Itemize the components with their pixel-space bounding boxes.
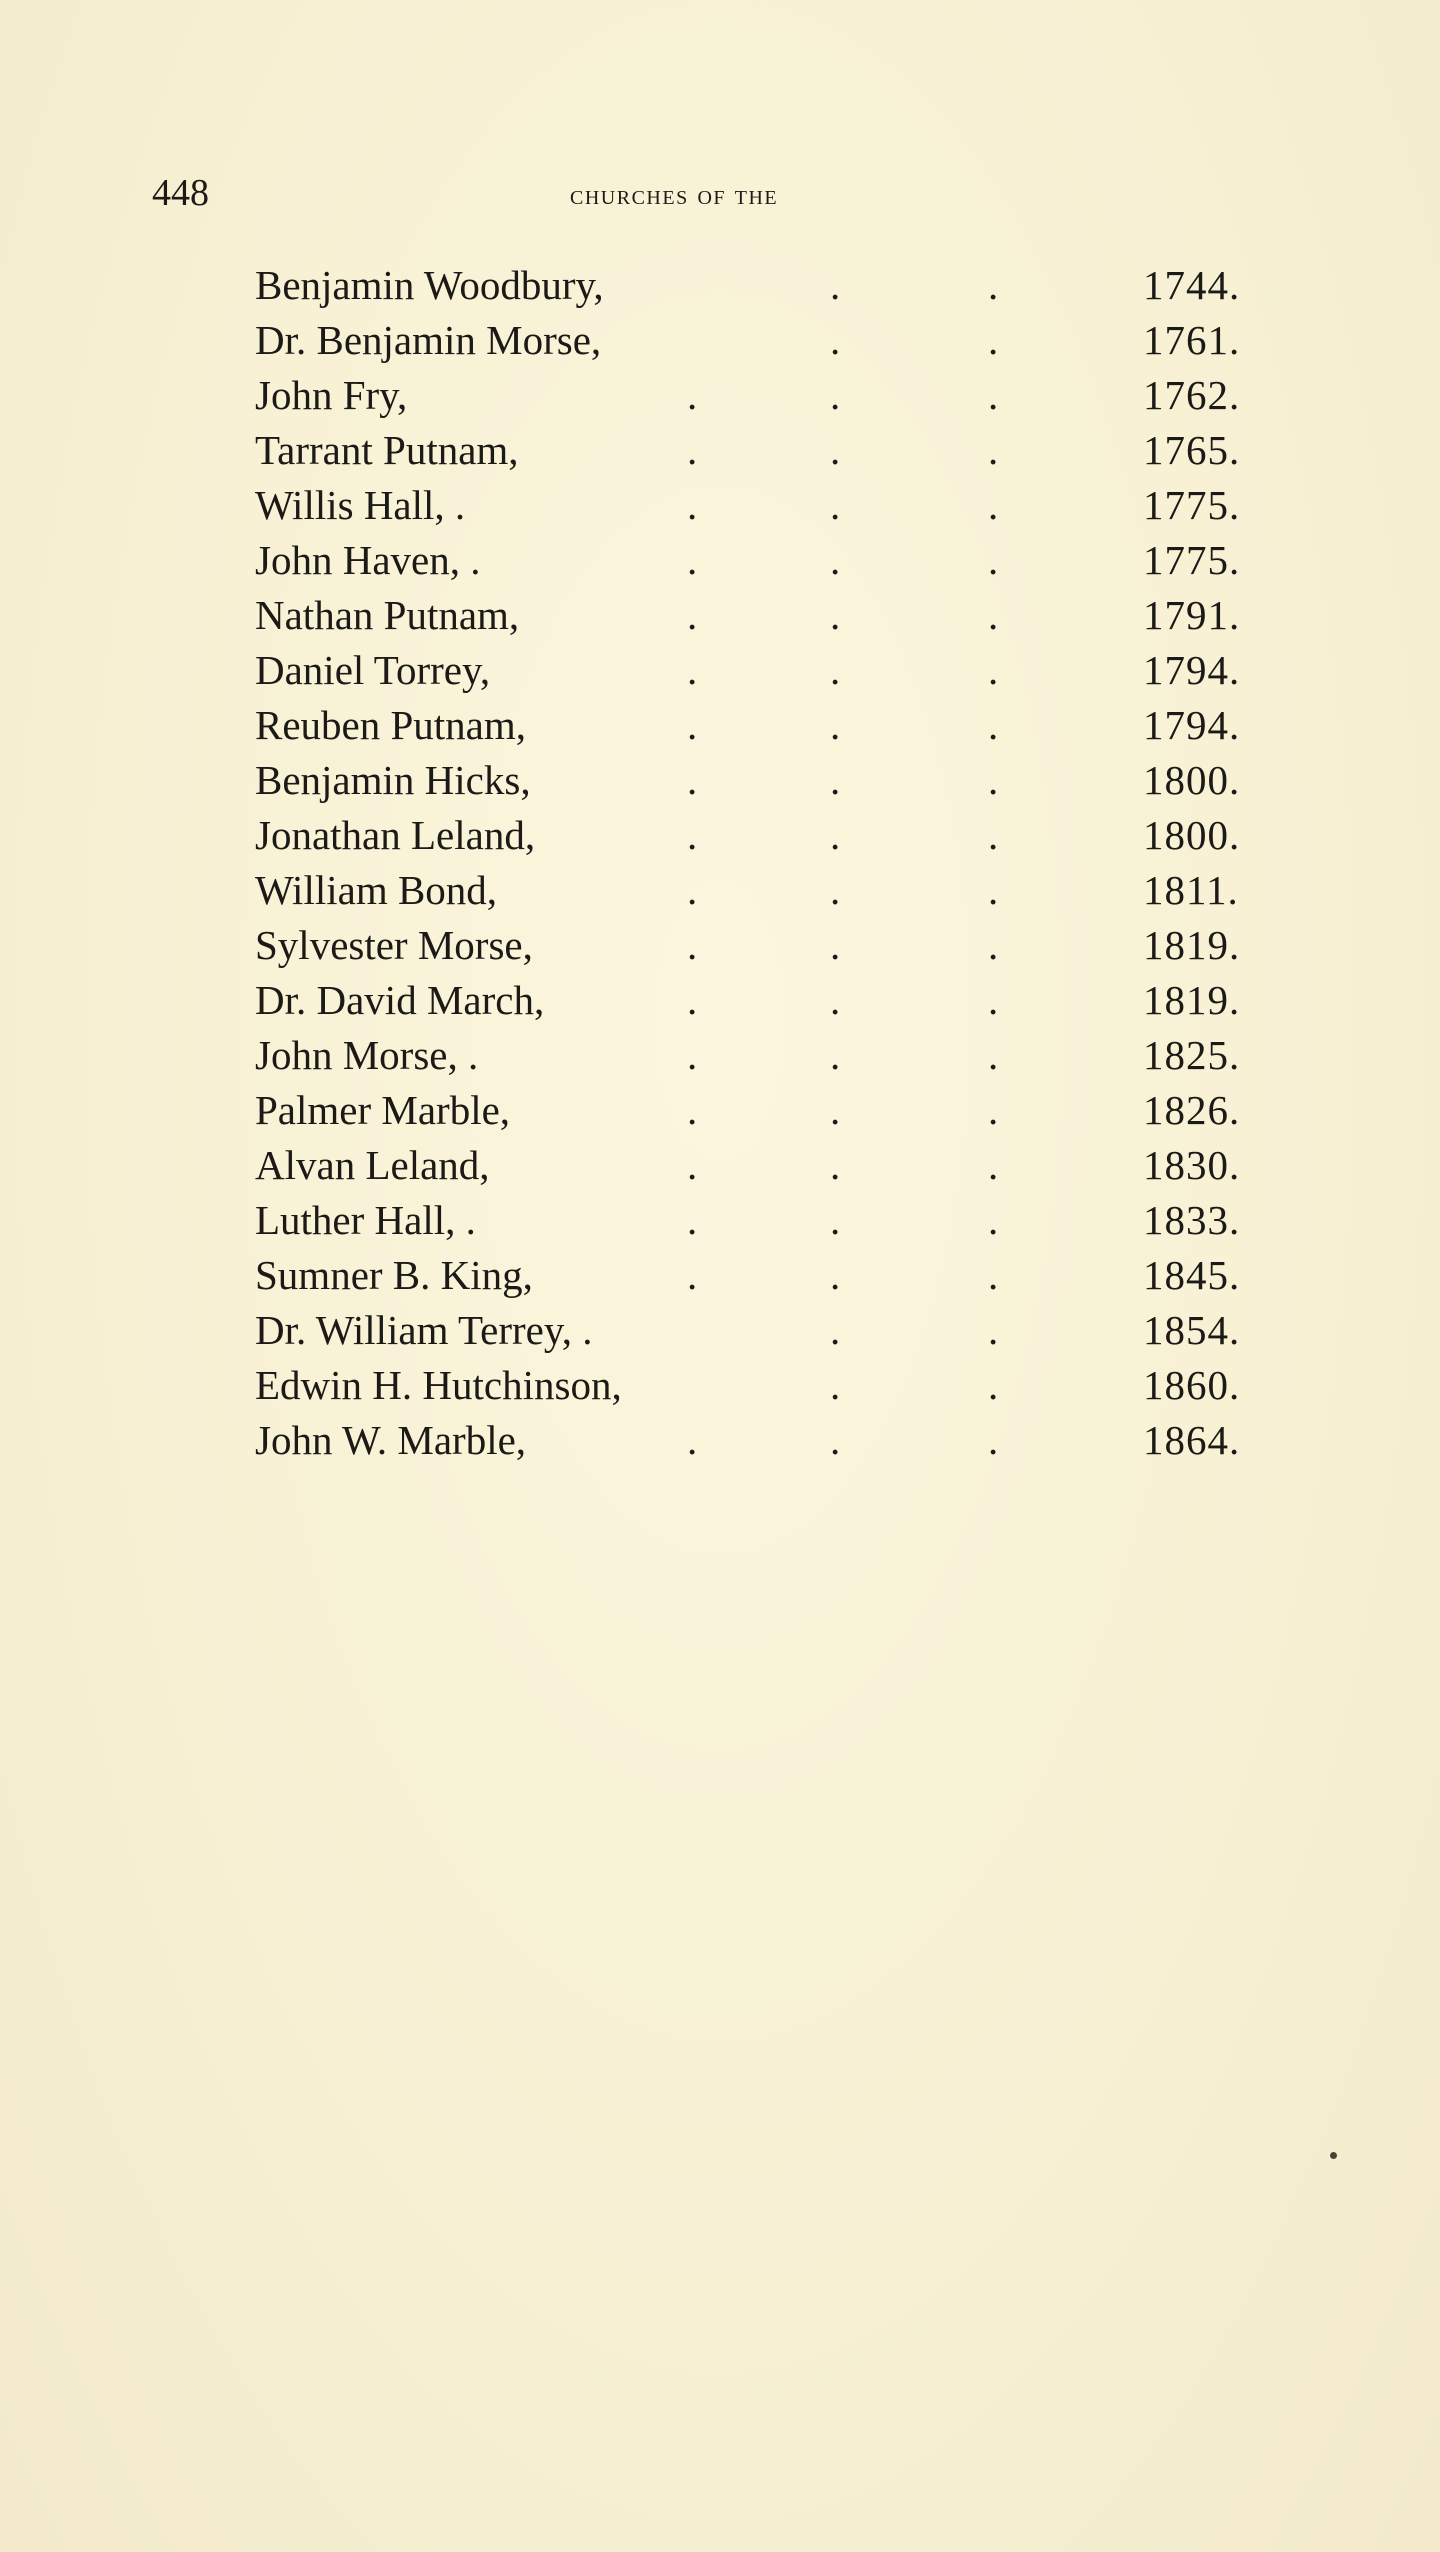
entry-year: 1830. bbox=[1143, 1142, 1241, 1188]
leader-dot: . bbox=[830, 1252, 841, 1298]
list-item bbox=[255, 423, 1255, 478]
leader-dot: . bbox=[988, 922, 999, 968]
entry-name: Jonathan Leland, bbox=[255, 812, 536, 858]
list-item bbox=[255, 863, 1255, 918]
leader-dot: . bbox=[830, 867, 841, 913]
leader-dot: . bbox=[988, 757, 999, 803]
list-item bbox=[255, 1358, 1255, 1413]
leader-dot: . bbox=[830, 537, 841, 583]
entry-name: Willis Hall, . bbox=[255, 482, 466, 528]
list-item bbox=[255, 1138, 1255, 1193]
leader-dot: . bbox=[988, 262, 999, 308]
leader-dot: . bbox=[830, 482, 841, 528]
leader-dot: . bbox=[830, 647, 841, 693]
leader-dot: . bbox=[830, 427, 841, 473]
list-item bbox=[255, 753, 1255, 808]
leader-dot: . bbox=[687, 977, 698, 1023]
leader-dot: . bbox=[830, 1417, 841, 1463]
entry-name: Reuben Putnam, bbox=[255, 702, 527, 748]
list-item bbox=[255, 1083, 1255, 1138]
leader-dot: . bbox=[988, 1142, 999, 1188]
entry-name: Benjamin Woodbury, bbox=[255, 262, 604, 308]
list-item bbox=[255, 973, 1255, 1028]
entry-year: 1845. bbox=[1143, 1252, 1241, 1298]
list-item bbox=[255, 478, 1255, 533]
leader-dot: . bbox=[687, 1417, 698, 1463]
entry-name: Luther Hall, . bbox=[255, 1197, 476, 1243]
entry-name: Benjamin Hicks, bbox=[255, 757, 531, 803]
entry-year: 1800. bbox=[1143, 757, 1241, 803]
leader-dot: . bbox=[687, 1197, 698, 1243]
leader-dot: . bbox=[687, 1087, 698, 1133]
leader-dot: . bbox=[988, 812, 999, 858]
entry-name: John W. Marble, bbox=[255, 1417, 527, 1463]
leader-dot: . bbox=[830, 757, 841, 803]
leader-dot: . bbox=[687, 1142, 698, 1188]
leader-dot: . bbox=[988, 1362, 999, 1408]
entry-name: William Bond, bbox=[255, 867, 498, 913]
leader-dot: . bbox=[830, 592, 841, 638]
leader-dot: . bbox=[988, 867, 999, 913]
leader-dot: . bbox=[687, 757, 698, 803]
leader-dot: . bbox=[988, 647, 999, 693]
entry-year: 1854. bbox=[1143, 1307, 1241, 1353]
leader-dot: . bbox=[830, 1087, 841, 1133]
list-item bbox=[255, 368, 1255, 423]
list-item bbox=[255, 1303, 1255, 1358]
running-title: churches of the bbox=[570, 179, 779, 211]
leader-dot: . bbox=[830, 372, 841, 418]
entry-year: 1765. bbox=[1143, 427, 1241, 473]
entry-name: Edwin H. Hutchinson, bbox=[255, 1362, 622, 1408]
leader-dot: . bbox=[988, 482, 999, 528]
entry-year: 1794. bbox=[1143, 647, 1241, 693]
list-item bbox=[255, 588, 1255, 643]
leader-dot: . bbox=[687, 867, 698, 913]
leader-dot: . bbox=[687, 482, 698, 528]
entry-year: 1761. bbox=[1143, 317, 1241, 363]
leader-dot: . bbox=[687, 922, 698, 968]
entry-name: Dr. David March, bbox=[255, 977, 545, 1023]
entry-name: Tarrant Putnam, bbox=[255, 427, 519, 473]
entry-name: Dr. Benjamin Morse, bbox=[255, 317, 602, 363]
running-head bbox=[152, 168, 1252, 218]
list-item bbox=[255, 1193, 1255, 1248]
list-item bbox=[255, 918, 1255, 973]
leader-dot: . bbox=[988, 702, 999, 748]
entry-name: Sylvester Morse, bbox=[255, 922, 533, 968]
leader-dot: . bbox=[988, 1417, 999, 1463]
leader-dot: . bbox=[687, 647, 698, 693]
leader-dot: . bbox=[988, 1197, 999, 1243]
leader-dot: . bbox=[687, 427, 698, 473]
leader-dot: . bbox=[830, 262, 841, 308]
leader-dot: . bbox=[830, 1197, 841, 1243]
list-item bbox=[255, 698, 1255, 753]
leader-dot: . bbox=[988, 977, 999, 1023]
list-item bbox=[255, 643, 1255, 698]
entry-year: 1864. bbox=[1143, 1417, 1241, 1463]
leader-dot: . bbox=[988, 1252, 999, 1298]
member-list bbox=[255, 258, 1255, 1468]
entry-name: Alvan Leland, bbox=[255, 1142, 490, 1188]
leader-dot: . bbox=[830, 317, 841, 363]
entry-year: 1825. bbox=[1143, 1032, 1241, 1078]
leader-dot: . bbox=[988, 1087, 999, 1133]
entry-name: John Fry, bbox=[255, 372, 408, 418]
leader-dot: . bbox=[830, 1142, 841, 1188]
leader-dot: . bbox=[687, 1032, 698, 1078]
entry-name: Palmer Marble, bbox=[255, 1087, 511, 1133]
list-item bbox=[255, 1248, 1255, 1303]
leader-dot: . bbox=[687, 372, 698, 418]
entry-year: 1762. bbox=[1143, 372, 1241, 418]
leader-dot: . bbox=[830, 812, 841, 858]
leader-dot: . bbox=[687, 1252, 698, 1298]
entry-year: 1794. bbox=[1143, 702, 1241, 748]
list-item bbox=[255, 258, 1255, 313]
leader-dot: . bbox=[988, 592, 999, 638]
leader-dot: . bbox=[988, 372, 999, 418]
leader-dot: . bbox=[830, 1362, 841, 1408]
leader-dot: . bbox=[830, 977, 841, 1023]
leader-dot: . bbox=[687, 592, 698, 638]
entry-year: 1744. bbox=[1143, 262, 1241, 308]
leader-dot: . bbox=[988, 317, 999, 363]
entry-year: 1860. bbox=[1143, 1362, 1241, 1408]
leader-dot: . bbox=[988, 1032, 999, 1078]
entry-name: Dr. William Terrey, . bbox=[255, 1307, 593, 1353]
entry-year: 1826. bbox=[1143, 1087, 1241, 1133]
entry-name: Nathan Putnam, bbox=[255, 592, 520, 638]
entry-year: 1819. bbox=[1143, 977, 1241, 1023]
leader-dot: . bbox=[687, 812, 698, 858]
entry-year: 1775. bbox=[1143, 482, 1241, 528]
list-item bbox=[255, 808, 1255, 863]
leader-dot: . bbox=[687, 537, 698, 583]
entry-year: 1791. bbox=[1143, 592, 1241, 638]
list-item bbox=[255, 533, 1255, 588]
entry-name: John Morse, . bbox=[255, 1032, 479, 1078]
entry-name: John Haven, . bbox=[255, 537, 481, 583]
leader-dot: . bbox=[830, 1032, 841, 1078]
list-item bbox=[255, 1028, 1255, 1083]
leader-dot: . bbox=[830, 702, 841, 748]
entry-year: 1775. bbox=[1143, 537, 1241, 583]
leader-dot: . bbox=[988, 427, 999, 473]
entry-name: Daniel Torrey, bbox=[255, 647, 491, 693]
page-number: 448 bbox=[152, 172, 209, 214]
ink-speck bbox=[1330, 2152, 1337, 2159]
leader-dot: . bbox=[830, 1307, 841, 1353]
list-item bbox=[255, 1413, 1255, 1468]
leader-dot: . bbox=[988, 1307, 999, 1353]
list-item bbox=[255, 313, 1255, 368]
leader-dot: . bbox=[988, 537, 999, 583]
entry-year: 1800. bbox=[1143, 812, 1241, 858]
entry-year: 1819. bbox=[1143, 922, 1241, 968]
entry-year: 1833. bbox=[1143, 1197, 1241, 1243]
leader-dot: . bbox=[830, 922, 841, 968]
entry-name: Sumner B. King, bbox=[255, 1252, 533, 1298]
leader-dot: . bbox=[687, 702, 698, 748]
entry-year: 1811. bbox=[1143, 867, 1239, 913]
